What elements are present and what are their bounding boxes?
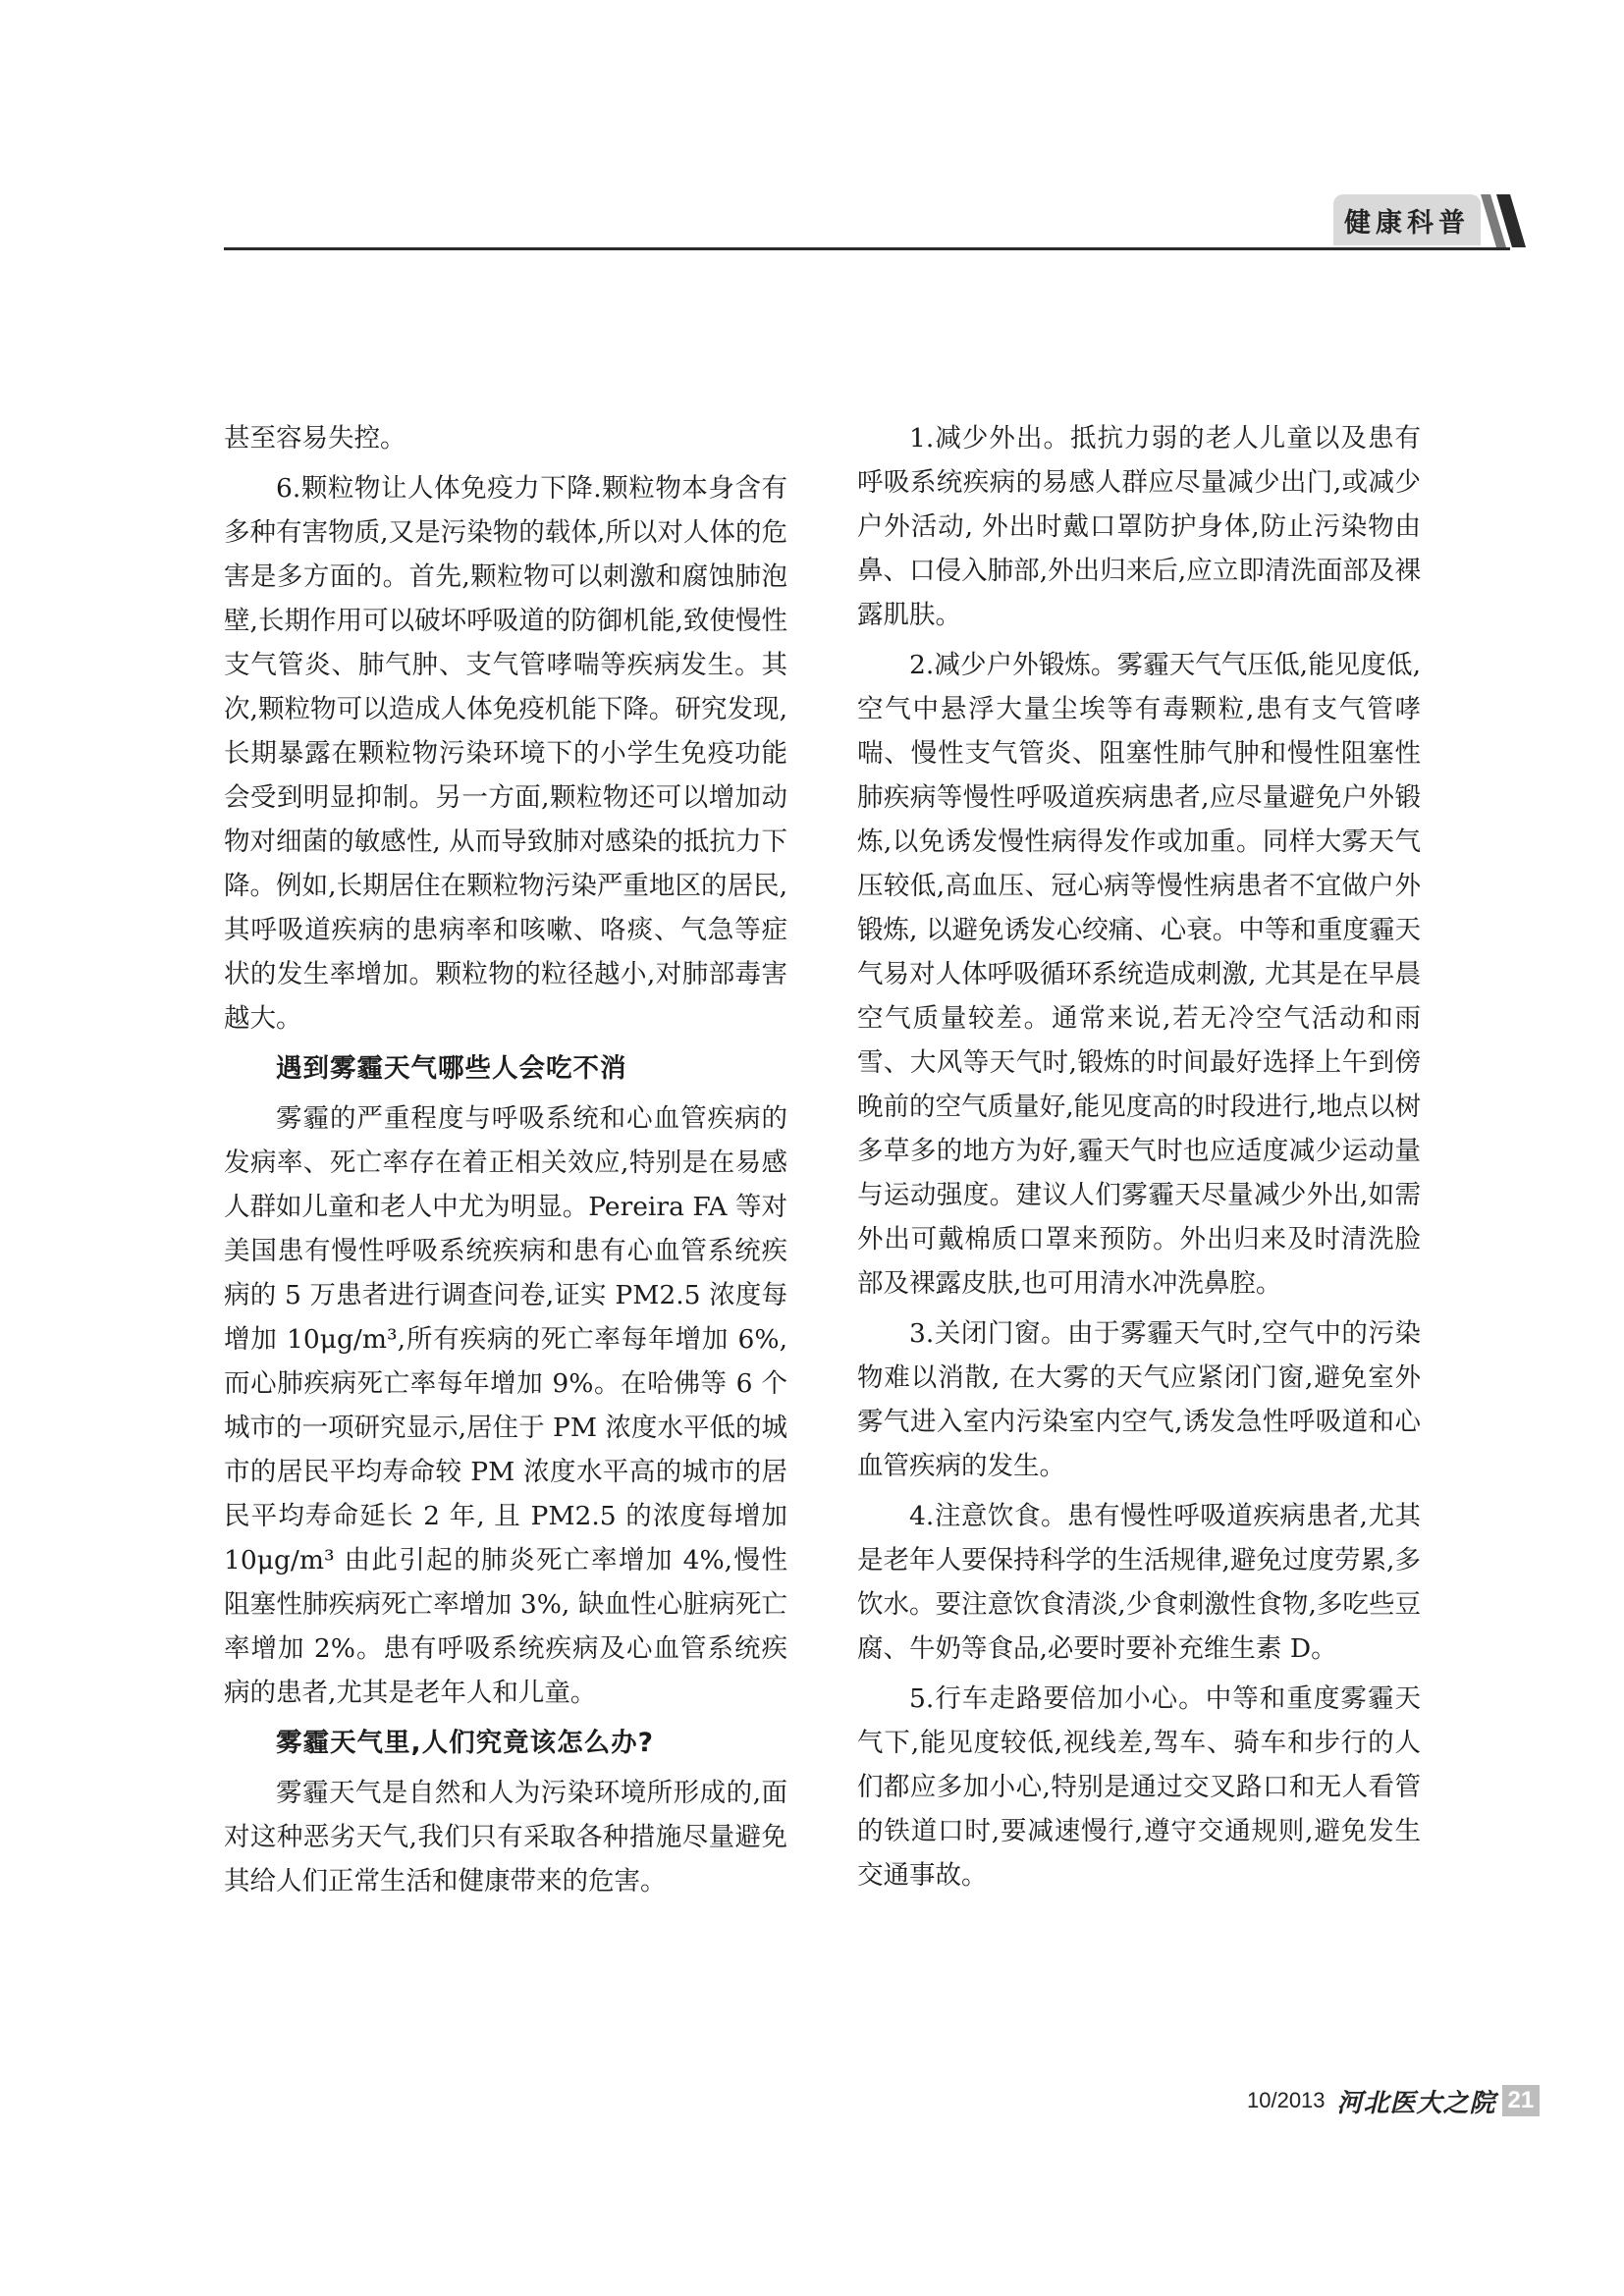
paragraph: 2.减少户外锻炼。雾霾天气气压低,能见度低,空气中悬浮大量尘埃等有毒颗粒,患有支气管哮喘、慢性支气管炎、阻塞性肺气肿和慢性阻塞性肺疾病等慢性呼吸道疾病患者,应尽量避免户外锻炼,以免诱发慢性病得发作或加重。同样大雾天气压较低,高血压、冠心病等慢性病患者不宜做户外锻炼, 以避免诱发心绞痛、心衰。中等和重度霾天气易对人体呼吸循环系统造成刺激, 尤其是在早晨空气质量较差。通常来说,若无冷空气活动和雨雪、大风等天气时,锻炼的时间最好选择上午到傍晚前的空气质量好,能见度高的时段进行,地点以树多草多的地方为好,霾天气时也应适度减少运动量与运动强度。建议人们雾霾天尽量减少外出,如需外出可戴棉质口罩来预防。外出归来及时清洗脸部及裸露皮肤,也可用清水冲洗鼻腔。 <box>857 650 1421 1299</box>
paragraph: 3.关闭门窗。由于雾霾天气时,空气中的污染物难以消散, 在大雾的天气应紧闭门窗,避免室外雾气进入室内污染室内空气,诱发急性呼吸道和心血管疾病的发生。 <box>857 1318 1421 1481</box>
paragraph: 雾霾的严重程度与呼吸系统和心血管疾病的发病率、死亡率存在着正相关效应,特别是在易感人群如儿童和老人中尤为明显。Pereira FA 等对美国患有慢性呼吸系统疾病和患有心血管系统疾病的 5 万患者进行调查问卷,证实 PM2.5 浓度每增加 10μg/m³,所有疾病的死亡率每年增加 6%, 而心肺疾病死亡率每年增加 9%。在哈佛等 6 个城市的一项研究显示,居住于 PM 浓度水平低的城市的居民平均寿命较 PM 浓度水平高的城市的居民平均寿命延长 2 年, 且 PM2.5 的浓度每增加 10μg/m³ 由此引起的肺炎死亡率增加 4%,慢性阻塞性肺疾病死亡率增加 3%, 缺血性心脏病死亡率增加 2%。患有呼吸系统疾病及心血管系统疾病的患者,尤其是老年人和儿童。 <box>224 1103 787 1708</box>
section-tab <box>1333 194 1481 245</box>
issue-date: 10/2013 <box>1247 2088 1326 2112</box>
page-footer <box>1247 2085 1540 2116</box>
paragraph: 1.减少外出。抵抗力弱的老人儿童以及患有呼吸系统疾病的易感人群应尽量减少出门,或减少户外活动, 外出时戴口罩防护身体,防止污染物由鼻、口侵入肺部,外出归来后,应立即清洗面部及裸露肌肤。 <box>857 423 1421 630</box>
header-rule <box>224 247 1510 250</box>
paragraph: 4.注意饮食。患有慢性呼吸道疾病患者,尤其是老年人要保持科学的生活规律,避免过度劳累,多饮水。要注意饮食清淡,少食刺激性食物,多吃些豆腐、牛奶等食品,必要时要补充维生素 D。 <box>857 1501 1421 1664</box>
paragraph: 5.行车走路要倍加小心。中等和重度雾霾天气下,能见度较低,视线差,驾车、骑车和步行的人们都应多加小心,特别是通过交叉路口和无人看管的铁道口时,要减速慢行,遵守交通规则,避免发生交通事故。 <box>857 1683 1421 1891</box>
journal-name: 河北医大之院 <box>1336 2088 1496 2118</box>
section-heading: 雾霾天气里,人们究竟该怎么办? <box>276 1728 654 1758</box>
section-heading: 遇到雾霾天气哪些人会吃不消 <box>276 1053 627 1084</box>
right-column <box>857 416 1421 1903</box>
page-number: 21 <box>1502 2085 1541 2116</box>
section-title: 健康科普 <box>1344 207 1470 239</box>
paragraph: 甚至容易失控。 <box>224 423 406 454</box>
left-column <box>224 416 787 1909</box>
tab-stripes-decoration <box>1481 194 1540 247</box>
paragraph: 雾霾天气是自然和人为污染环境所形成的,面对这种恶劣天气,我们只有采取各种措施尽量避免其给人们正常生活和健康带来的危害。 <box>224 1778 787 1896</box>
paragraph: 6.颗粒物让人体免疫力下降.颗粒物本身含有多种有害物质,又是污染物的载体,所以对人体的危害是多方面的。首先,颗粒物可以刺激和腐蚀肺泡壁,长期作用可以破坏呼吸道的防御机能,致使慢性支气管炎、肺气肿、支气管哮喘等疾病发生。其次,颗粒物可以造成人体免疫机能下降。研究发现,长期暴露在颗粒物污染环境下的小学生免疫功能会受到明显抑制。另一方面,颗粒物还可以增加动物对细菌的敏感性, 从而导致肺对感染的抵抗力下降。例如,长期居住在颗粒物污染严重地区的居民,其呼吸道疾病的患病率和咳嗽、咯痰、气急等症状的发生率增加。颗粒物的粒径越小,对肺部毒害越大。 <box>224 473 787 1034</box>
